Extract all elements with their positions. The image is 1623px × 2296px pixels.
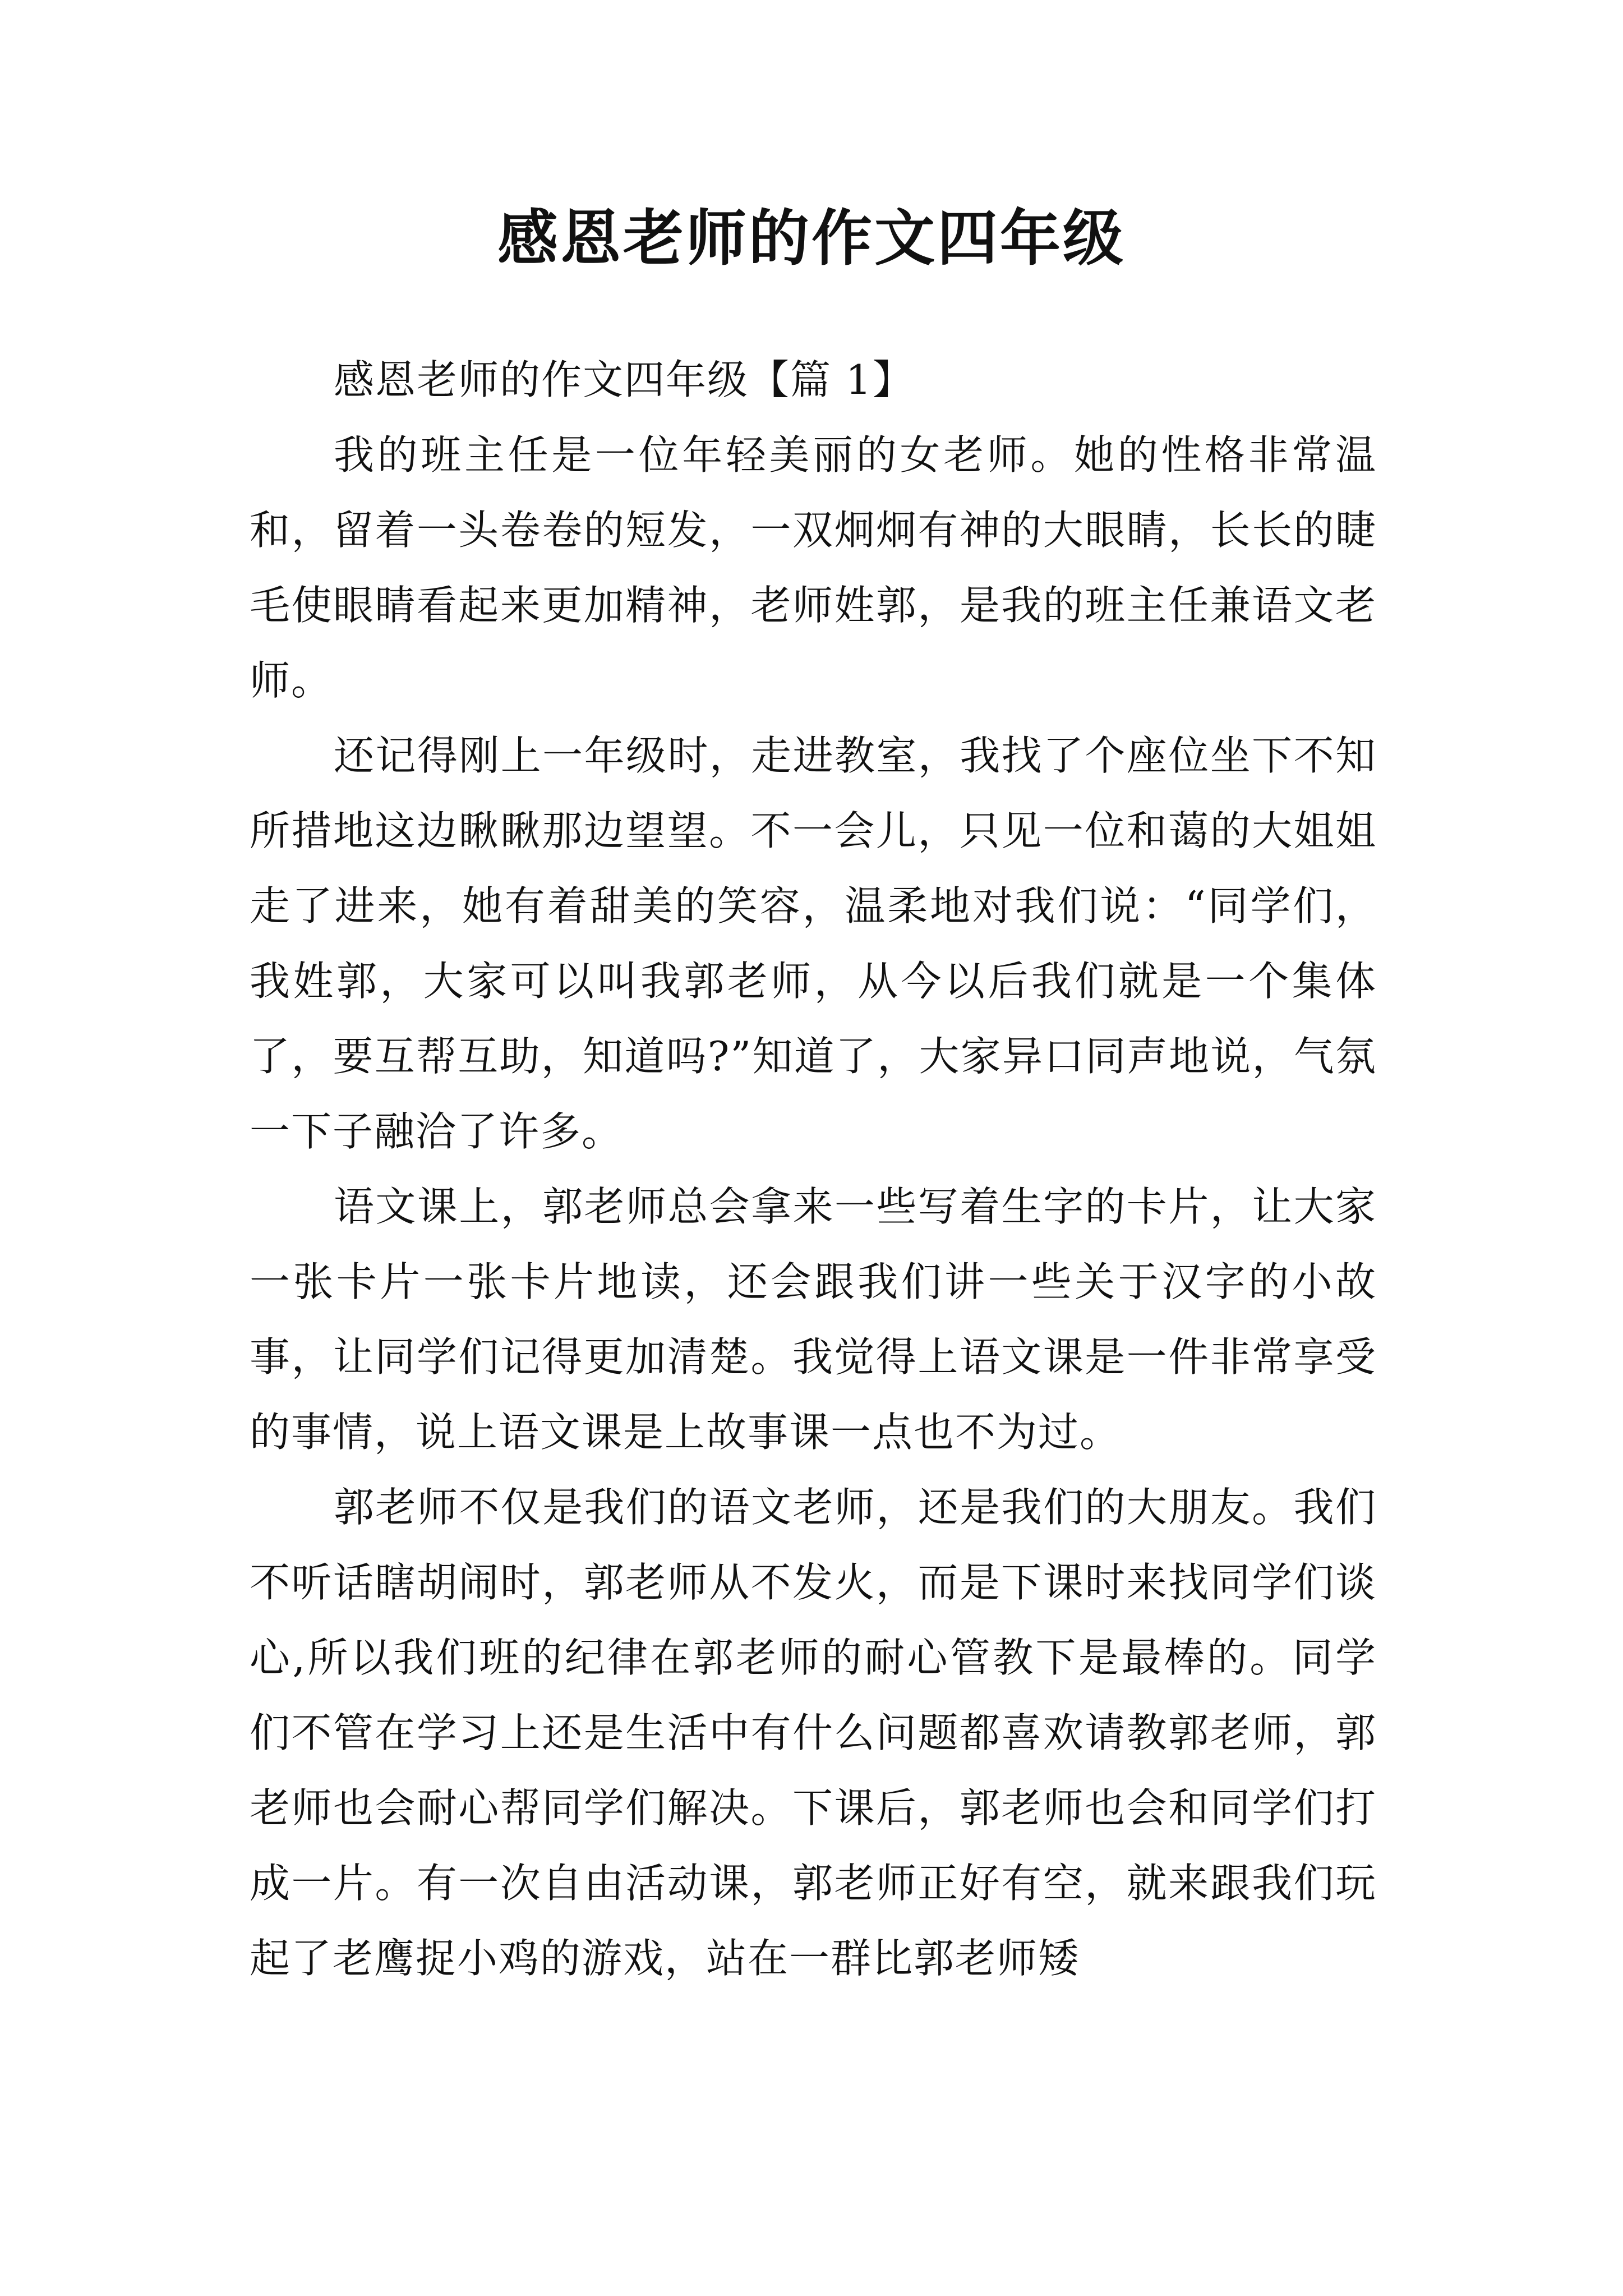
paragraph-1: 我的班主任是一位年轻美丽的女老师。她的性格非常温和，留着一头卷卷的短发，一双炯炯有神的大眼睛，长长的睫毛使眼睛看起来更加精神，老师姓郭，是我的班主任兼语文老师。 (250, 431, 1377, 704)
paragraph-4: 郭老师不仅是我们的语文老师，还是我们的大朋友。我们不听话瞎胡闹时，郭老师从不发火，而是下课时来找同学们谈心,所以我们班的纪律在郭老师的耐心管教下是最棒的。同学们不管在学习上还是生活中有什么问题都喜欢请教郭老师，郭老师也会耐心帮同学们解决。下课后，郭老师也会和同学们打成一片。有一次自由活动课，郭老师正好有空，就来跟我们玩起了老鹰捉小鸡的游戏，站在一群比郭老师矮 (250, 1484, 1377, 1982)
document-title: 感恩老师的作文四年级 (497, 203, 1126, 274)
section-heading: 感恩老师的作文四年级【篇 1】 (334, 356, 914, 403)
document-body (250, 342, 1377, 1996)
paragraph-3: 语文课上，郭老师总会拿来一些写着生字的卡片，让大家一张卡片一张卡片地读，还会跟我们讲一些关于汉字的小故事，让同学们记得更加清楚。我觉得上语文课是一件非常享受的事情，说上语文课是上故事课一点也不为过。 (250, 1183, 1377, 1456)
paragraph-2: 还记得刚上一年级时，走进教室，我找了个座位坐下不知所措地这边瞅瞅那边望望。不一会儿，只见一位和蔼的大姐姐走了进来，她有着甜美的笑容，温柔地对我们说：“同学们，我姓郭，大家可以叫我郭老师，从今以后我们就是一个集体了，要互帮互助，知道吗?”知道了，大家异口同声地说，气氛一下子融洽了许多。 (250, 732, 1377, 1155)
